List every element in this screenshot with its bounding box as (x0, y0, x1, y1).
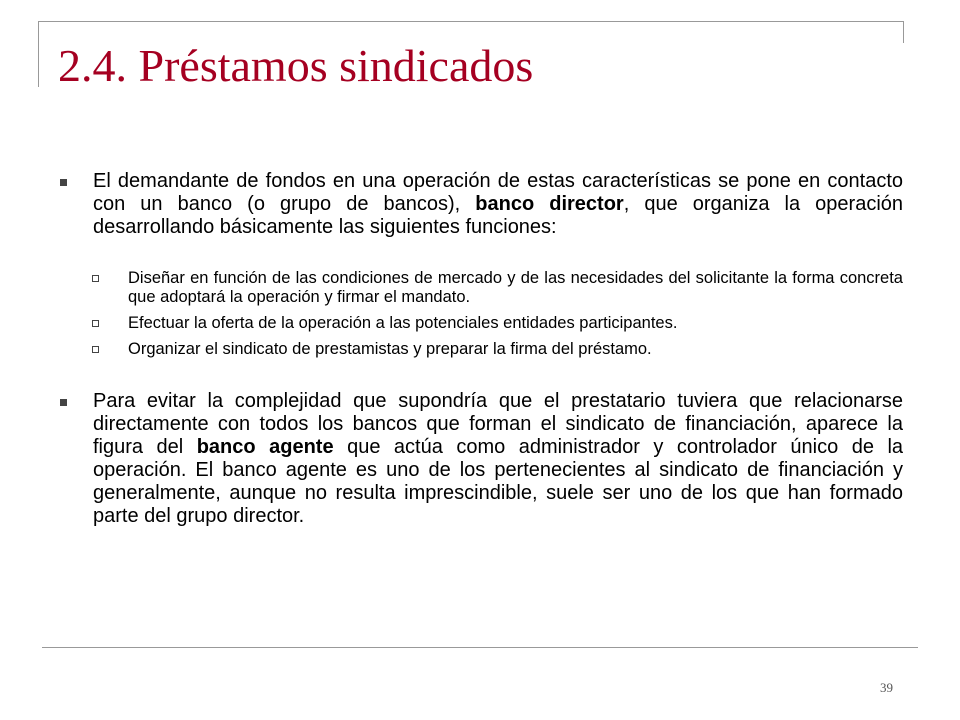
bullet-text: que actúa como administrador y controlador único de la operación. El banco agente es uno de los pertenecientes al sindicato de financiación y generalmente, aunque no resulta imprescindible, suele ser uno de los que han formado parte del grupo director. (93, 436, 904, 527)
hollow-square-bullet-icon (92, 320, 99, 327)
bullet-item-agente (58, 390, 903, 528)
slide-content (58, 170, 903, 528)
hollow-square-bullet-icon (92, 275, 99, 282)
square-bullet-icon (60, 179, 67, 186)
bullet-text: El demandante de fondos en una operación de estas características se pone en contacto con un banco (o grupo de bancos), (93, 170, 903, 215)
sub-bullet-text: Diseñar en función de las condiciones de mercado y de las necesidades del solicitante la forma concreta que adoptará la operación y firmar el mandato. (128, 269, 903, 306)
right-frame-line (903, 21, 904, 43)
top-frame-line (38, 21, 904, 22)
sub-bullet-text: Organizar el sindicato de prestamistas y preparar la firma del préstamo. (128, 340, 652, 358)
square-bullet-icon (60, 399, 67, 406)
sub-bullet-item (92, 340, 903, 359)
left-frame-line (38, 21, 39, 87)
bold-term: banco agente (196, 436, 334, 458)
bold-term: banco director (475, 193, 624, 215)
page-number: 39 (880, 680, 893, 695)
bullet-text: , que organiza la operación desarrollando básicamente las siguientes funciones: (93, 193, 904, 238)
sub-bullet-text: Efectuar la oferta de la operación a las potenciales entidades participantes. (128, 314, 678, 332)
slide-title: 2.4. Préstamos sindicados (58, 40, 534, 91)
sub-bullet-item (92, 269, 903, 307)
bullet-item-director (58, 170, 903, 239)
sub-bullet-item (92, 314, 903, 333)
footer-divider (42, 647, 918, 648)
bullet-text: Para evitar la complejidad que supondría que el prestatario tuviera que relacionarse directamente con todos los bancos que forman el sindicato de financiación, aparece la figura del (93, 390, 903, 458)
hollow-square-bullet-icon (92, 346, 99, 353)
